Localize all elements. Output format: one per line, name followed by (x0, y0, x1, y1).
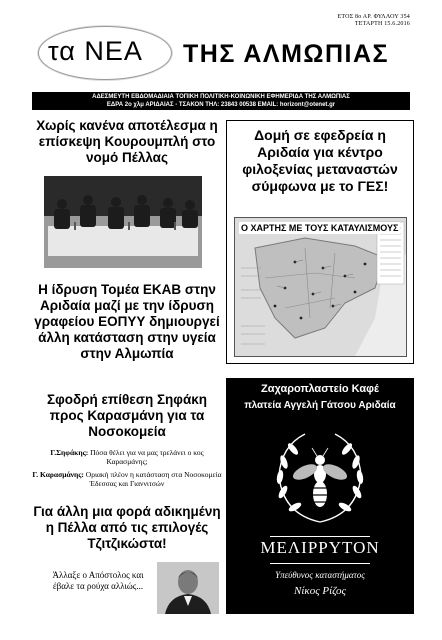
ad-owner-label: Υπεύθυνος καταστήματος (275, 570, 365, 580)
masthead-title: ΤΗΣ ΑΛΜΩΠΙΑΣ (183, 40, 390, 68)
quote-sifakis (32, 448, 222, 466)
ad-brand-name: ΜΕΛΙΡΡΥΤΟΝ (260, 538, 380, 557)
press-conference-photo (44, 176, 202, 268)
quote-karasmanis (32, 470, 222, 488)
quotes (32, 448, 222, 492)
map-title: Ο ΧΑΡΤΗΣ ΜΕ ΤΟΥΣ ΚΑΤΑΥΛΙΣΜΟΥΣ (241, 223, 399, 233)
patisserie-advertisement[interactable] (226, 378, 414, 614)
headline-kouroumplis[interactable]: Χωρίς κανένα αποτέλεσμα η επίσκεψη Κουρουμπλή στο νομό Πέλλας (36, 118, 218, 165)
politician-portrait (157, 562, 219, 614)
camps-map (234, 217, 407, 357)
migrant-center-article[interactable] (226, 120, 414, 364)
quote-text: Πόσα θέλει για να μας τρελάνει ο κος Καρασμάνης; (90, 448, 204, 466)
logo-text: τα ΝΕΑ (48, 36, 143, 66)
ad-business-type: Ζαχαροπλαστείο Καφέ (261, 383, 379, 395)
quote-speaker: Γ.Σηφάκης: (50, 448, 89, 457)
headline-tzitzikostas[interactable]: Για άλλη μια φορά αδικημένη η Πέλλα από τις επιλογές Τζιτζικώστα! (33, 504, 221, 551)
subtitle-bar (32, 92, 410, 110)
ad-owner-name: Νίκος Ρίζος (294, 585, 346, 597)
issue-info (337, 14, 410, 28)
bee-laurel-emblem (265, 422, 375, 532)
headline-ekab[interactable]: Η ίδρυση Τομέα ΕΚΑΒ στην Αριδαία μαζί με την ίδρυση γραφείου ΕΟΠΥΥ δημιουργεί άλλη κατάσταση στην υγεία στην Αλμωπία (34, 282, 220, 361)
quote-text: Οριακή πλέον η κατάσταση στα Νοσοκομεία Έδεσσας και Γιαννιτσών (85, 470, 222, 488)
photo-caption: Άλλαξε ο Απόστολος και έβαλε τα ρούχα αλλιώς... (52, 570, 144, 591)
newspaper-subtitle: ΑΔΕΣΜΕΥΤΗ ΕΒΔΟΜΑΔΙΑΙΑ ΤΟΠΙΚΗ ΠΟΛΙΤΙΚΗ-ΚΟΙΝΩΝΙΚΗ ΕΦΗΜΕΡΙΔΑ ΤΗΣ ΑΛΜΩΠΙΑΣ (92, 94, 350, 100)
newspaper-logo (32, 20, 182, 84)
quote-speaker: Γ. Καρασμάνης: (32, 470, 84, 479)
issue-date: ΤΕΤΑΡΤΗ 15.6.2016 (354, 21, 410, 27)
contact-line: ΕΔΡΑ 2ο χλμ ΑΡΙΔΑΙΑΣ - ΤΣΑΚΟΝ ΤΗΛ: 23843 00538 EMAIL: horizont@otenet.gr (106, 102, 336, 108)
issue-number: ΕΤΟΣ 8ο ΑΡ. ΦΥΛΛΟΥ 354 (337, 14, 410, 20)
headline-aridaia-migrants: Δομή σε εφεδρεία η Αριδαία για κέντρο φιλοξενίας μεταναστών σύμφωνα με το ΓΕΣ! (242, 127, 398, 194)
headline-sifakis[interactable]: Σφοδρή επίθεση Σηφάκη προς Καρασμάνη για τα Νοσοκομεία (46, 392, 208, 439)
ad-address: πλατεία Αγγελή Γάτσου Αριδαία (244, 400, 396, 411)
